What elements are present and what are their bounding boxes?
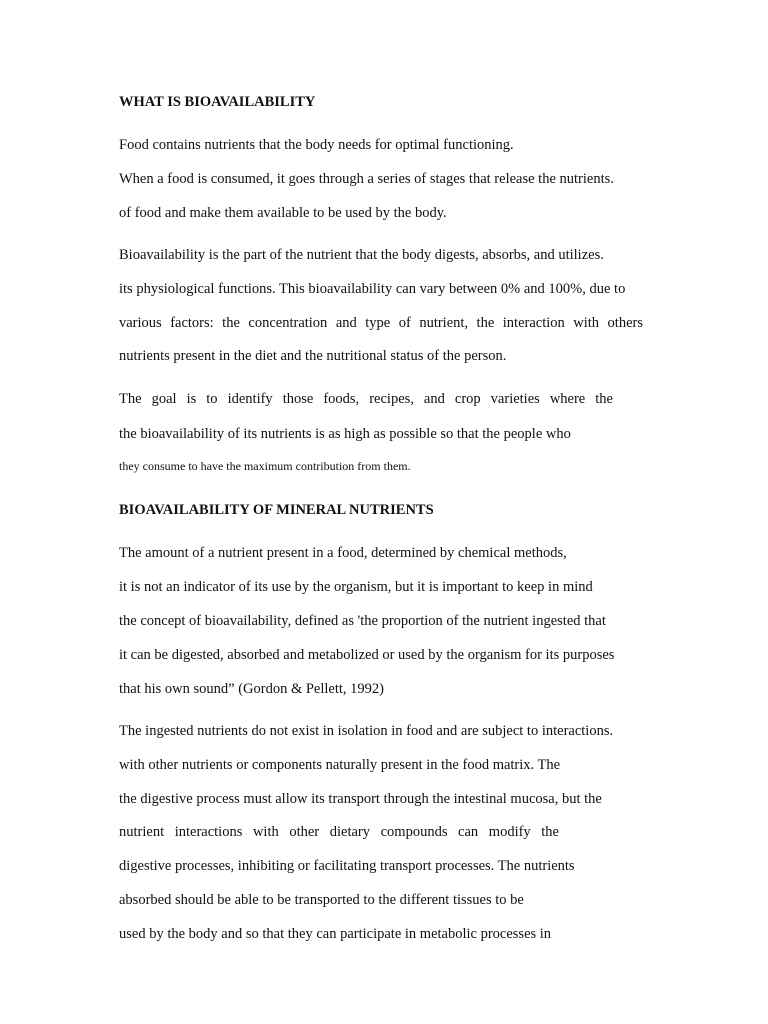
paragraph-line: nutrient interactions with other dietary compounds can modify the xyxy=(119,824,559,840)
paragraph-line: nutrients present in the diet and the nutritional status of the person. xyxy=(119,348,507,364)
paragraph-line: Food contains nutrients that the body needs for optimal functioning. xyxy=(119,137,514,153)
paragraph-line: it is not an indicator of its use by the organism, but it is important to keep in mind xyxy=(119,579,593,595)
paragraph-line: the digestive process must allow its transport through the intestinal mucosa, but the xyxy=(119,791,602,807)
paragraph-line: absorbed should be able to be transported to the different tissues to be xyxy=(119,892,524,908)
paragraph-line: it can be digested, absorbed and metabolized or used by the organism for its purposes xyxy=(119,647,615,663)
paragraph-line: The goal is to identify those foods, recipes, and crop varieties where the xyxy=(119,391,613,407)
paragraph-line: Bioavailability is the part of the nutrient that the body digests, absorbs, and utilizes. xyxy=(119,247,604,263)
paragraph-line: its physiological functions. This bioavailability can vary between 0% and 100%, due to xyxy=(119,281,626,297)
paragraph-line: various factors: the concentration and type of nutrient, the interaction with others xyxy=(119,315,643,331)
paragraph-line: The ingested nutrients do not exist in isolation in food and are subject to interactions. xyxy=(119,723,614,739)
paragraph-line: with other nutrients or components naturally present in the food matrix. The xyxy=(119,757,561,773)
paragraph-line: that his own sound” (Gordon & Pellett, 1992) xyxy=(119,681,385,697)
paragraph-line: they consume to have the maximum contribution from them. xyxy=(119,459,411,473)
paragraph-line: When a food is consumed, it goes through a series of stages that release the nutrients. xyxy=(119,171,614,187)
paragraph-line: the bioavailability of its nutrients is as high as possible so that the people who xyxy=(119,426,571,442)
paragraph-line: used by the body and so that they can participate in metabolic processes in xyxy=(119,926,552,942)
paragraph-line: of food and make them available to be used by the body. xyxy=(119,205,447,221)
paragraph-line: the concept of bioavailability, defined as 'the proportion of the nutrient ingested that xyxy=(119,613,606,629)
section-heading: BIOAVAILABILITY OF MINERAL NUTRIENTS xyxy=(119,502,434,518)
paragraph-line: digestive processes, inhibiting or facilitating transport processes. The nutrients xyxy=(119,858,575,874)
section-heading: WHAT IS BIOAVAILABILITY xyxy=(119,94,316,110)
paragraph-line: The amount of a nutrient present in a food, determined by chemical methods, xyxy=(119,545,567,561)
